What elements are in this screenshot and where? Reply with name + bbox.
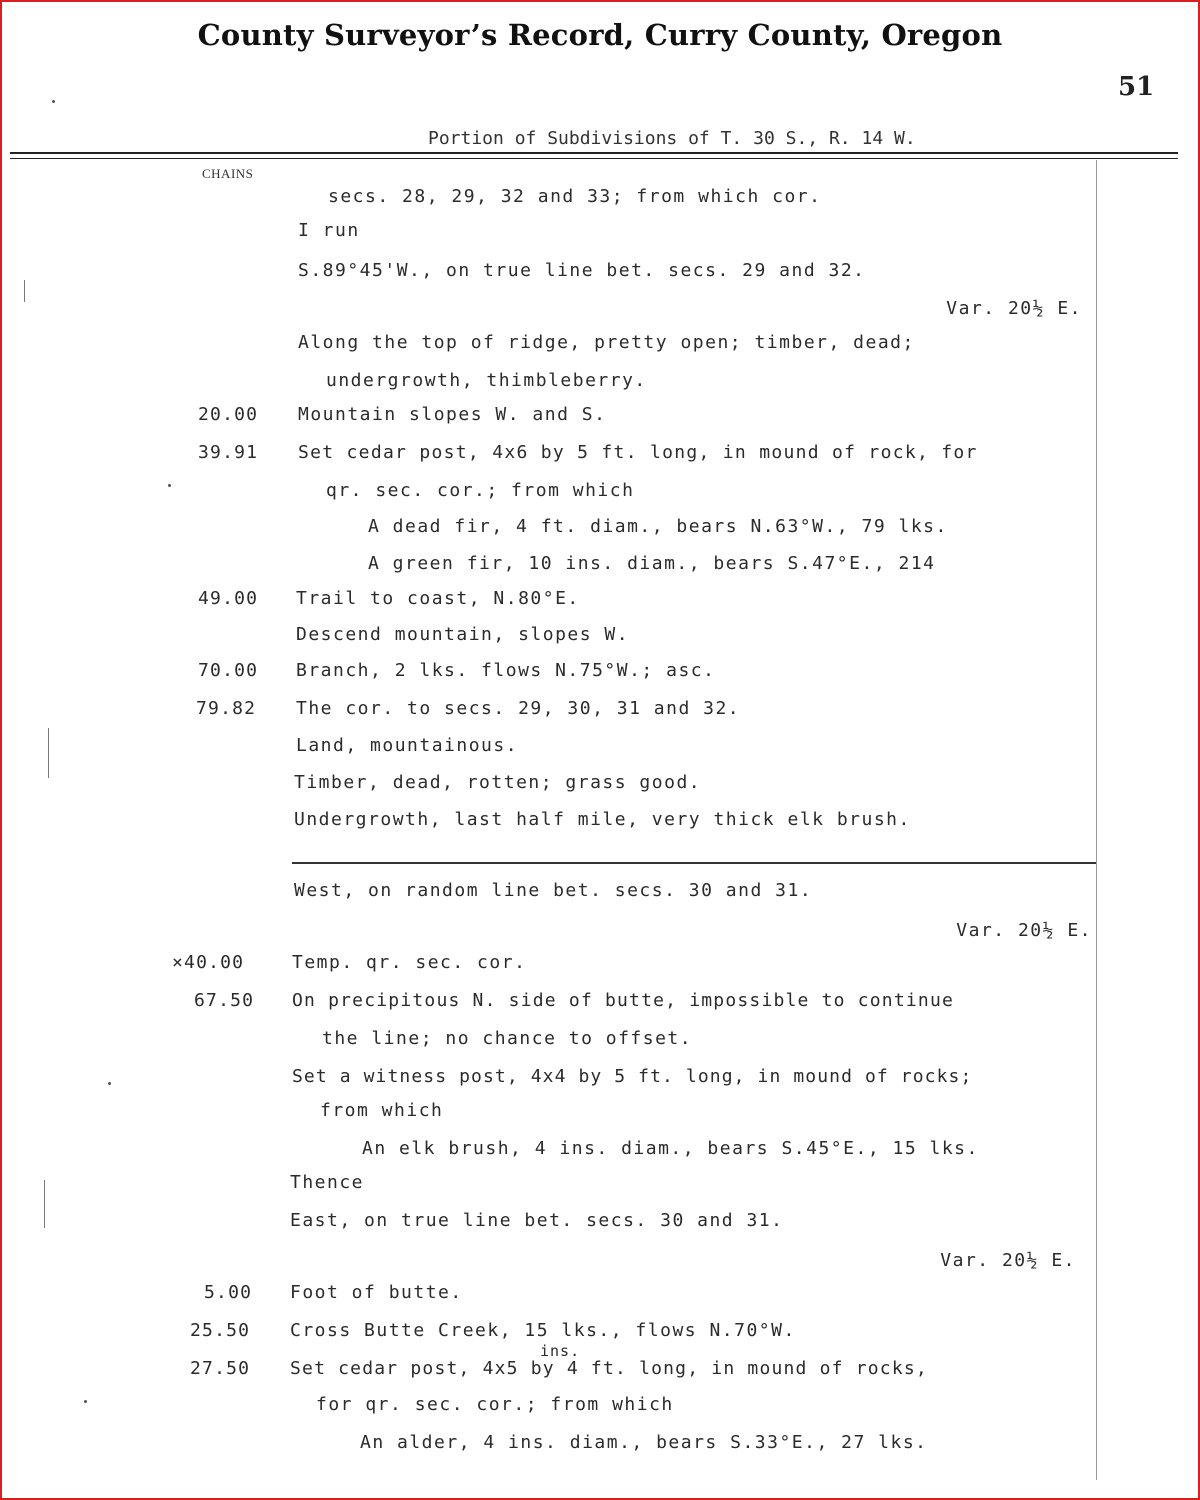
chain-value: 39.91 (198, 442, 259, 463)
note-line: Foot of butte. (290, 1282, 463, 1303)
note-line: from which (320, 1100, 444, 1121)
header-rule-thin (10, 158, 1178, 159)
scan-speck (168, 484, 171, 487)
bearing-tree-line: An alder, 4 ins. diam., bears S.33°E., 27 lks. (360, 1432, 928, 1453)
record-title: County Surveyor’s Record, Curry County, Oregon (197, 18, 1003, 52)
chain-value: 70.00 (198, 660, 259, 681)
note-line: Descend mountain, slopes W. (296, 624, 630, 645)
chain-value: 5.00 (204, 1282, 253, 1303)
chains-column-label: CHAINS (202, 166, 254, 181)
note-line: On precipitous N. side of butte, impossible to continue (292, 990, 955, 1011)
note-line: Branch, 2 lks. flows N.75°W.; asc. (296, 660, 716, 681)
subdivision-subtitle: Portion of Subdivisions of T. 30 S., R. 14 W. (428, 128, 916, 149)
chain-value: ×40.00 (172, 952, 245, 973)
chain-value: 25.50 (190, 1320, 251, 1341)
note-line: Set cedar post, 4x6 by 5 ft. long, in mound of rock, for (298, 442, 978, 463)
scan-speck (52, 100, 55, 103)
note-line: S.89°45'W., on true line bet. secs. 29 and 32. (298, 260, 866, 281)
variation-note: Var. 20½ E. (940, 1250, 1076, 1271)
note-line: Cross Butte Creek, 15 lks., flows N.70°W. (290, 1320, 796, 1341)
note-line: West, on random line bet. secs. 30 and 31. (294, 880, 813, 901)
note-line: Thence (290, 1172, 365, 1193)
variation-note: Var. 20½ E. (956, 920, 1092, 941)
note-line: Trail to coast, N.80°E. (296, 588, 580, 609)
note-line: Timber, dead, rotten; grass good. (294, 772, 702, 793)
note-line: for qr. sec. cor.; from which (316, 1394, 674, 1415)
bearing-tree-line: A dead fir, 4 ft. diam., bears N.63°W., 79 lks. (368, 516, 948, 537)
margin-bracket (44, 1180, 45, 1228)
note-line: the line; no chance to offset. (322, 1028, 693, 1049)
chain-value: 27.50 (190, 1358, 251, 1379)
note-line: The cor. to secs. 29, 30, 31 and 32. (296, 698, 741, 719)
right-margin-line (1096, 160, 1097, 1480)
note-line: I run (298, 220, 360, 241)
note-line: Temp. qr. sec. cor. (292, 952, 527, 973)
note-line: Mountain slopes W. and S. (298, 404, 607, 425)
note-line: Undergrowth, last half mile, very thick elk brush. (294, 809, 911, 830)
scan-speck (84, 1400, 87, 1403)
margin-bracket (48, 728, 49, 778)
chain-value: 20.00 (198, 404, 259, 425)
margin-mark (24, 280, 25, 302)
header-rule (10, 152, 1178, 154)
variation-note: Var. 20½ E. (946, 298, 1082, 319)
note-line: Set a witness post, 4x4 by 5 ft. long, in mound of rocks; (292, 1066, 973, 1087)
chain-value: 79.82 (196, 698, 257, 719)
scan-speck (108, 1082, 111, 1085)
interlinear-note: ins. (540, 1342, 581, 1360)
note-line: secs. 28, 29, 32 and 33; from which cor. (328, 186, 822, 207)
bearing-tree-line: An elk brush, 4 ins. diam., bears S.45°E., 15 lks. (362, 1138, 979, 1159)
note-line: qr. sec. cor.; from which (326, 480, 635, 501)
chain-value: 49.00 (198, 588, 259, 609)
bearing-tree-line: A green fir, 10 ins. diam., bears S.47°E., 214 (368, 553, 936, 574)
note-line: undergrowth, thimbleberry. (326, 370, 647, 391)
chain-value: 67.50 (194, 990, 255, 1011)
section-divider (292, 862, 1096, 864)
page-number: 51 (1118, 72, 1155, 102)
note-line: Land, mountainous. (296, 735, 519, 756)
note-line: Along the top of ridge, pretty open; timber, dead; (298, 332, 915, 353)
note-line: Set cedar post, 4x5 by 4 ft. long, in mound of rocks, (290, 1358, 928, 1379)
note-line: East, on true line bet. secs. 30 and 31. (290, 1210, 784, 1231)
